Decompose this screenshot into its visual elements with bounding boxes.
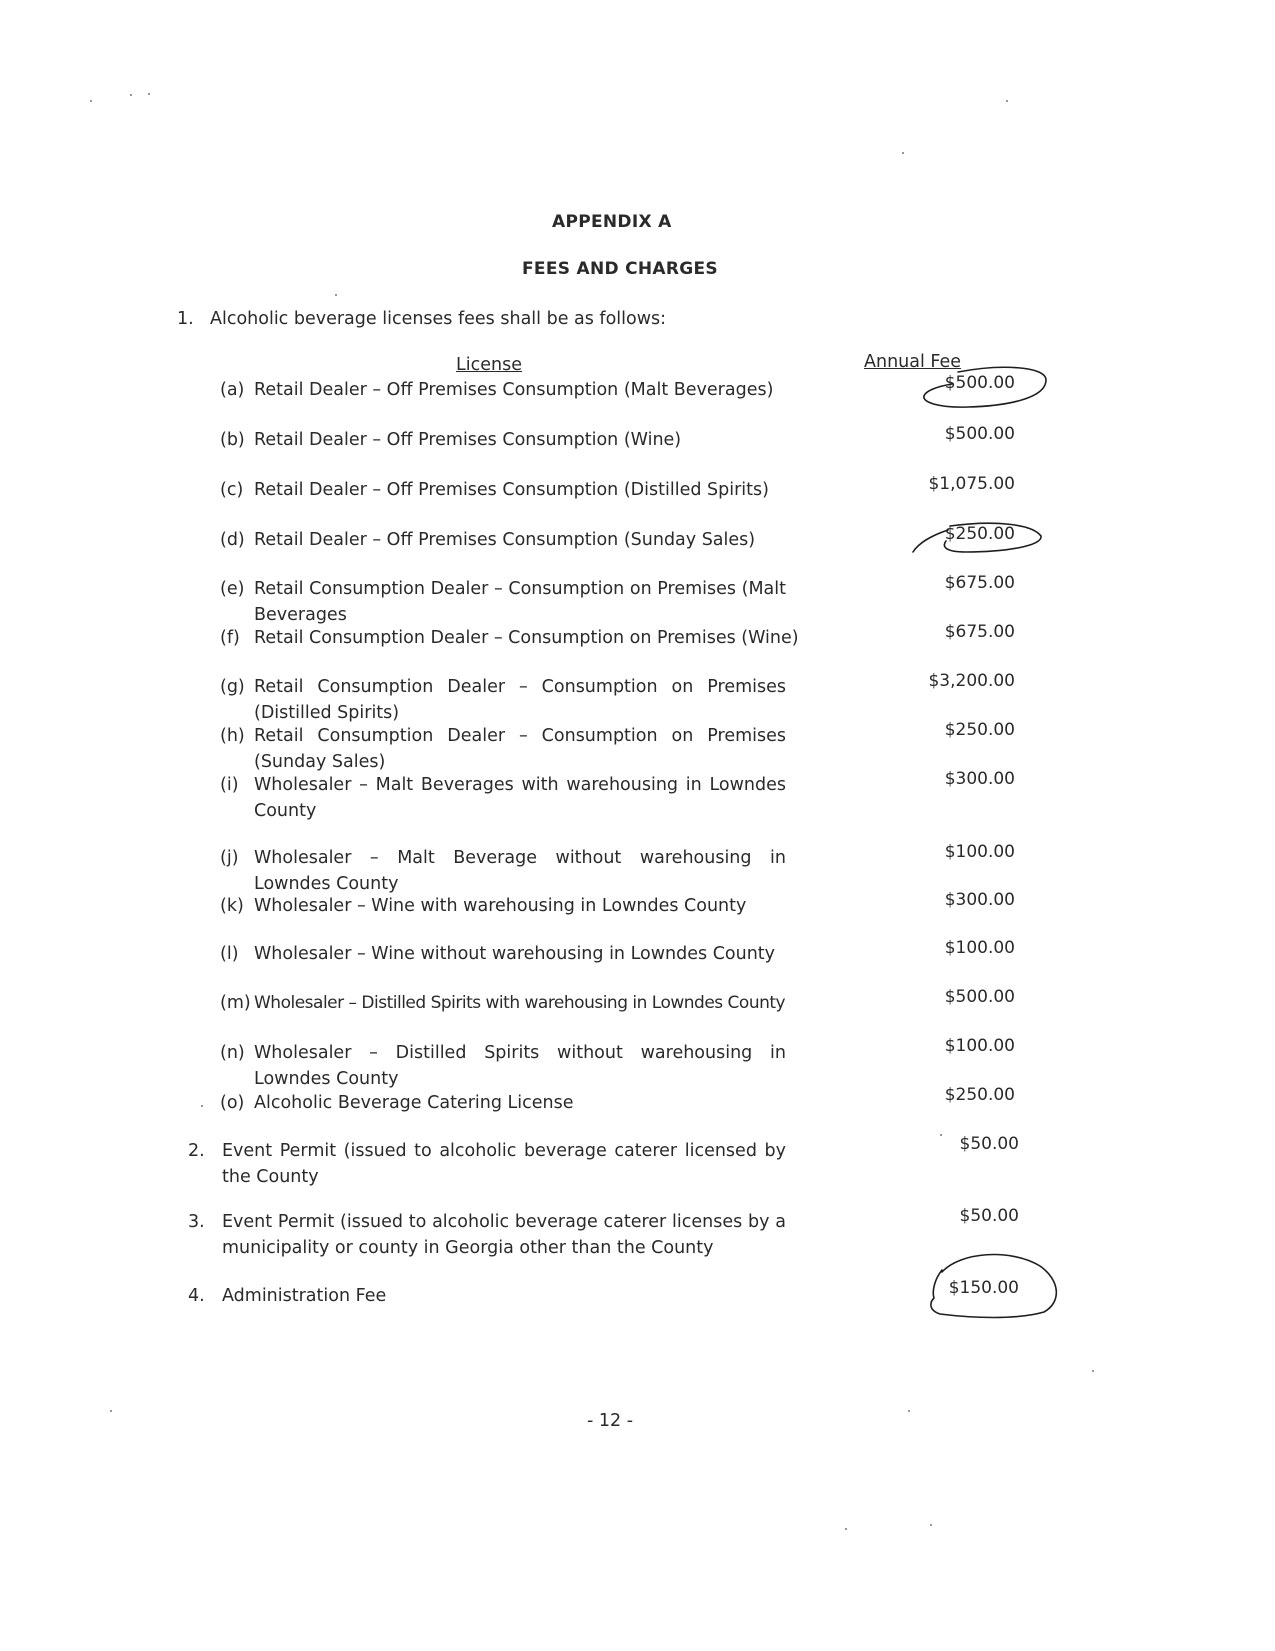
license-fee: $500.00	[944, 424, 1015, 444]
license-description: Retail Dealer – Off Premises Consumption (Sunday Sales)	[254, 530, 756, 550]
intro-text: Alcoholic beverage licenses fees shall be as follows:	[210, 309, 667, 329]
license-fee: $300.00	[944, 769, 1015, 789]
license-letter: (d)	[220, 530, 245, 550]
license-fee: $250.00	[944, 1085, 1015, 1105]
item-description: Administration Fee	[222, 1286, 387, 1306]
intro-number: 1.	[177, 309, 194, 329]
scan-speck	[148, 93, 150, 95]
license-description: Wholesaler – Malt Beverages with warehousing in Lowndes County	[254, 775, 786, 821]
license-description: Wholesaler – Wine with warehousing in Lowndes County	[254, 896, 747, 916]
item-description: Event Permit (issued to alcoholic beverage caterer licensed by the County	[222, 1141, 786, 1187]
license-description: Retail Dealer – Off Premises Consumption (Malt Beverages)	[254, 380, 774, 400]
license-description: Retail Dealer – Off Premises Consumption (Wine)	[254, 430, 682, 450]
license-description: Retail Consumption Dealer – Consumption on Premises (Distilled Spirits)	[254, 677, 786, 723]
scan-speck	[1006, 100, 1008, 102]
license-letter: (g)	[220, 677, 245, 697]
annual-fee-column-header: Annual Fee	[864, 352, 962, 372]
scan-speck	[940, 1134, 942, 1136]
license-letter: (o)	[220, 1093, 245, 1113]
scan-speck	[908, 1410, 910, 1412]
license-description: Retail Consumption Dealer – Consumption on Premises (Sunday Sales)	[254, 726, 786, 772]
scan-speck	[110, 1410, 112, 1412]
scan-speck	[201, 1105, 203, 1107]
license-column-header: License	[456, 355, 522, 375]
license-fee: $300.00	[944, 890, 1015, 910]
license-letter: (l)	[220, 944, 239, 964]
license-description: Wholesaler – Distilled Spirits without warehousing in Lowndes County	[254, 1043, 786, 1089]
license-description: Alcoholic Beverage Catering License	[254, 1093, 574, 1113]
license-letter: (m)	[220, 993, 251, 1013]
scan-speck	[335, 294, 337, 296]
license-letter: (h)	[220, 726, 245, 746]
license-letter: (e)	[220, 579, 245, 599]
license-fee: $250.00	[944, 720, 1015, 740]
license-letter: (b)	[220, 430, 245, 450]
item-fee: $50.00	[959, 1206, 1019, 1226]
license-description: Retail Consumption Dealer – Consumption on Premises (Wine)	[254, 628, 799, 648]
item-number: 2.	[188, 1141, 205, 1161]
item-description: Event Permit (issued to alcoholic beverage caterer licenses by a municipality or county in Georgia other than the County	[222, 1212, 786, 1258]
license-description: Retail Consumption Dealer – Consumption on Premises (Malt Beverages	[254, 579, 786, 625]
license-letter: (j)	[220, 848, 239, 868]
license-fee: $1,075.00	[928, 474, 1015, 494]
scan-speck	[845, 1528, 847, 1530]
scan-speck	[930, 1524, 932, 1526]
scan-speck	[902, 152, 904, 154]
license-letter: (f)	[220, 628, 240, 648]
license-fee: $100.00	[944, 938, 1015, 958]
page-subtitle: FEES AND CHARGES	[522, 259, 718, 279]
license-letter: (a)	[220, 380, 245, 400]
license-fee: $500.00	[944, 373, 1015, 393]
license-letter: (c)	[220, 480, 244, 500]
license-fee: $100.00	[944, 1036, 1015, 1056]
license-letter: (i)	[220, 775, 239, 795]
license-fee: $675.00	[944, 573, 1015, 593]
scan-speck	[130, 94, 132, 96]
license-fee: $675.00	[944, 622, 1015, 642]
license-fee: $500.00	[944, 987, 1015, 1007]
license-fee: $3,200.00	[928, 671, 1015, 691]
page-number: - 12 -	[587, 1411, 634, 1431]
license-fee: $250.00	[944, 524, 1015, 544]
scan-speck	[90, 100, 92, 102]
scan-speck	[1092, 1370, 1094, 1372]
item-number: 3.	[188, 1212, 205, 1232]
license-letter: (k)	[220, 896, 244, 916]
item-number: 4.	[188, 1286, 205, 1306]
item-fee: $50.00	[959, 1134, 1019, 1154]
license-description: Retail Dealer – Off Premises Consumption (Distilled Spirits)	[254, 480, 769, 500]
license-letter: (n)	[220, 1043, 245, 1063]
appendix-title: APPENDIX A	[552, 212, 672, 232]
license-description: Wholesaler – Malt Beverage without warehousing in Lowndes County	[254, 848, 786, 894]
license-description: Wholesaler – Distilled Spirits with warehousing in Lowndes County	[254, 993, 786, 1013]
license-description: Wholesaler – Wine without warehousing in Lowndes County	[254, 944, 776, 964]
license-fee: $100.00	[944, 842, 1015, 862]
item-fee: $150.00	[948, 1278, 1019, 1298]
